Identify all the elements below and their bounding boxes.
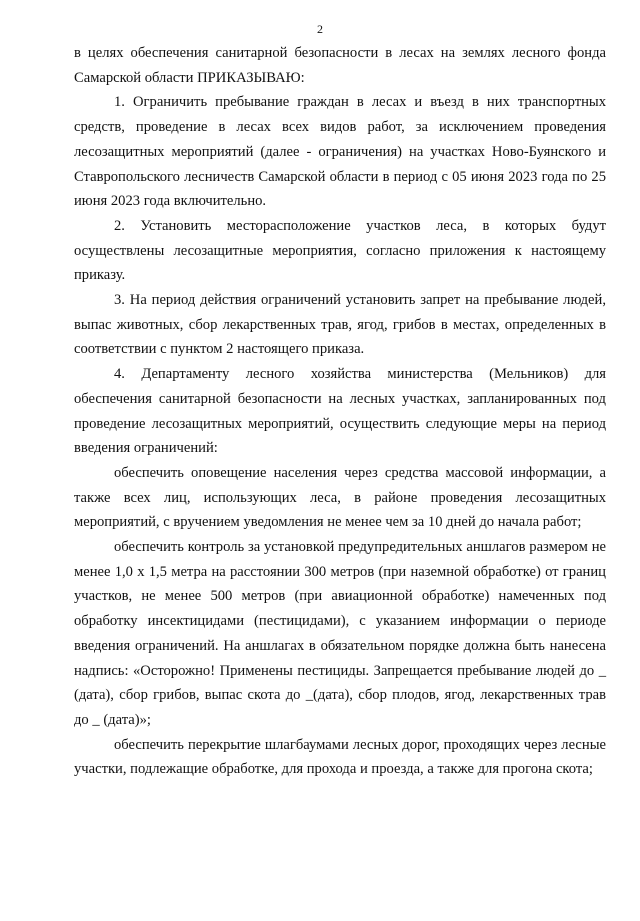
document-body xyxy=(74,41,606,782)
page-number: 2 xyxy=(317,22,323,36)
measure-notify-population: обеспечить оповещение населения через средства массовой информации, а также всех лиц, использующих леса, в районе проведения лесозащитных мероприятий, с вручением уведомления не менее чем за 10 дней до начала работ; xyxy=(74,464,606,531)
measure-road-barriers: обеспечить перекрытие шлагбаумами лесных дорог, проходящих через лесные участки, подлежащие обработке, для прохода и проезда, а также для прогона скота; xyxy=(74,736,606,778)
order-item-2: 2. Установить месторасположение участков леса, в которых будут осуществлены лесозащитные мероприятия, согласно приложения к настоящему приказу. xyxy=(74,217,606,284)
order-item-1: 1. Ограничить пребывание граждан в лесах и въезд в них транспортных средств, проведение в лесах всех видов работ, за исключением проведения лесозащитных мероприятий (далее - ограничения) на участках Ново-Буянского и Ставропольского лесничеств Самарской области в период с 05 июня 2023 года по 25 июня 2023 года включительно. xyxy=(74,94,606,210)
measure-warning-signs: обеспечить контроль за установкой предупредительных аншлагов размером не менее 1,0 х 1,5 метра на расстоянии 300 метров (при наземной обработке) от границ участков, не менее 500 метров (при авиационной обработке) намеченных под обработку инсектицидами (пестицидами), с указанием информации о периоде введения ограничений. На аншлагах в обязательном порядке должна быть нанесена надпись: «Осторожно! Применены пестициды. Запрещается пребывание людей до _ (дата), сбор грибов, выпас скота до _(дата), сбор плодов, ягод, лекарственных трав до _ (дата)»; xyxy=(74,539,606,728)
order-item-3: 3. На период действия ограничений установить запрет на пребывание людей, выпас животных, сбор лекарственных трав, ягод, грибов в местах, определенных в соответствии с пунктом 2 настоящего приказа. xyxy=(74,292,606,358)
preamble-paragraph: в целях обеспечения санитарной безопасности в лесах на землях лесного фонда Самарской области ПРИКАЗЫВАЮ: xyxy=(74,45,606,86)
order-item-4: 4. Департаменту лесного хозяйства министерства (Мельников) для обеспечения санитарной безопасности на лесных участках, запланированных под проведение лесозащитных мероприятий, осуществить следующие меры на период введения ограничений: xyxy=(74,366,606,457)
